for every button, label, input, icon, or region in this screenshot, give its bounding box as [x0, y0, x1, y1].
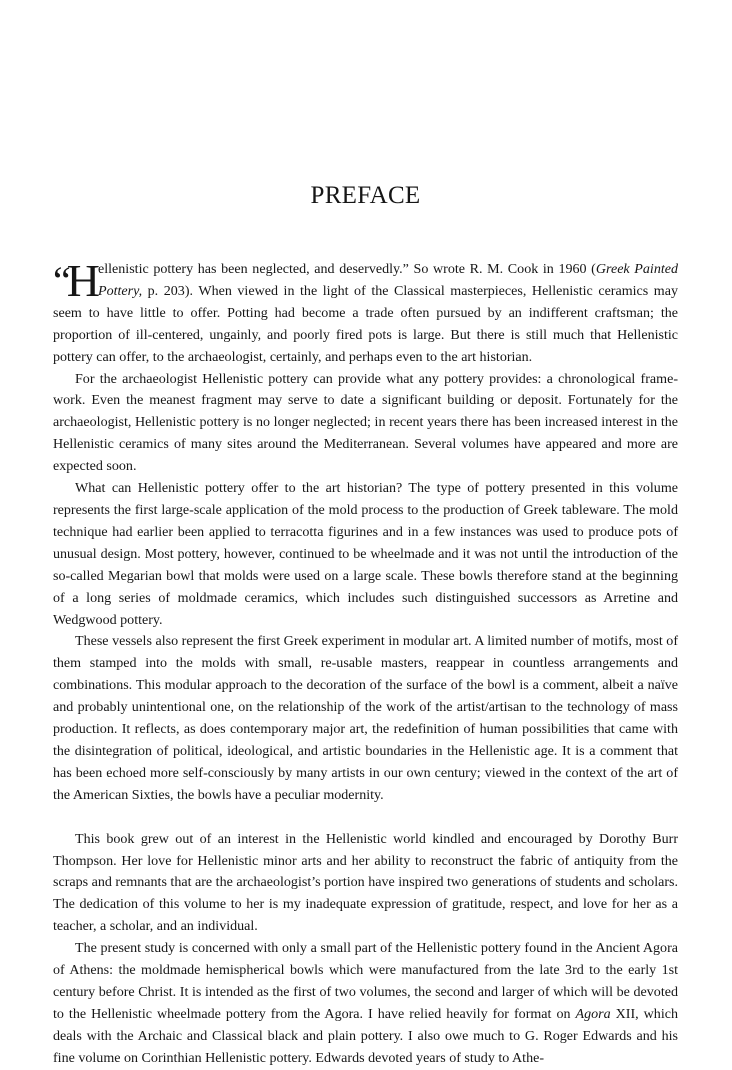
paragraph-6	[53, 938, 678, 1069]
paragraph-6-text-b: XII, which deals with the Archaic and Classical black and plain pottery. I also owe much to G. Roger Edwards and his fine volume on Corinthian Hellenistic pottery. Edwards devoted years of study to Athe-	[53, 1005, 678, 1066]
citation-title: Greek Painted Pottery,	[98, 261, 679, 299]
drop-cap-letter: H	[66, 255, 96, 306]
paragraph-5: This book grew out of an interest in the Hellenistic world kindled and encouraged by Dorothy Burr Thompson. Her love for Hellenistic minor arts and her ability to reconstruct the fabric of antiquity from the scraps and remnants that are the archaeologist’s portion have inspired two generations of students and scholars. The dedication of this volume to her is my inadequate expression of gratitude, respect, and love for her as a teacher, a scholar, and an individual.	[53, 830, 678, 935]
paragraph-2: For the archaeologist Hellenistic pottery can provide what any pottery provides: a chronological framework. Even the meanest fragment may serve to date a significant building or deposit. Fortunately for the archaeologist, Hellenistic pottery is no longer neglected; in recent years there has been increased interest in the Hellenistic ceramics of many sites around the Mediterranean. Several volumes have appeared and more are expected soon.	[53, 370, 678, 475]
paragraph-1	[53, 255, 679, 369]
paragraph-3: What can Hellenistic pottery offer to the art historian? The type of pottery presented in this volume represents the first large-scale application of the mold process to the production of Greek tableware. The mold technique had earlier been applied to terracotta figurines and in a few instances was used to produce pots of unusual design. Most pottery, however, continued to be wheelmade and it was not until the introduction of the so-called Megarian bowl that molds were used on a large scale. These bowls therefore stand at the beginning of a long series of moldmade ceramics, which includes such distinguished successors as Arretine and Wedgwood pottery.	[53, 480, 678, 628]
agora-reference: Agora	[575, 1005, 611, 1022]
paragraph-6-text-a: The present study is concerned with only a small part of the Hellenistic pottery found in the Ancient Agora of Athens: the moldmade hemispherical bowls which were manufactured from the late 3rd to the early 1st century before Christ. It is intended as the first of two volumes, the second and larger of which will be devoted to the Hellenistic wheelmade pottery from the Agora. I have relied heavily for format on	[53, 940, 678, 1022]
page-title: PREFACE	[310, 182, 421, 209]
paragraph-1-text-a: ellenistic pottery has been neglected, and deservedly.” So wrote R. M. Cook in 1960 (	[98, 261, 596, 277]
drop-cap	[53, 255, 96, 306]
paragraph-4: These vessels also represent the first Greek experiment in modular art. A limited number of motifs, most of them stamped into the molds with small, re-usable masters, reappear in countless arrangements and combinations. This modular approach to the decoration of the surface of the bowl is a comment, albeit a naïve and probably unintentional one, on the relationship of the work of the artist/artisan to the technology of mass production. It reflects, as does contemporary major art, the redefinition of human possibilities that came with the disintegration of political, ideological, and artistic boundaries in the Hellenistic age. It is a comment that has been echoed more self-consciously by many artists in our own century; viewed in the context of the art of the American Sixties, the bowls have a peculiar modernity.	[53, 633, 678, 803]
paragraph-1-text-b: p. 203). When viewed in the light of the Classical masterpieces, Hellenistic ceramics may seem to have little to offer. Potting had become a trade often pursued by an indifferent craftsman; the proportion of ill-centered, ungainly, and poorly fired pots is large. But there is still much that Hellenistic pottery can offer, to the archaeologist, certainly, and perhaps even to the art historian.	[53, 282, 678, 365]
body-text	[53, 255, 679, 1070]
section-gap	[53, 807, 678, 829]
drop-cap-quote: “	[53, 258, 67, 303]
